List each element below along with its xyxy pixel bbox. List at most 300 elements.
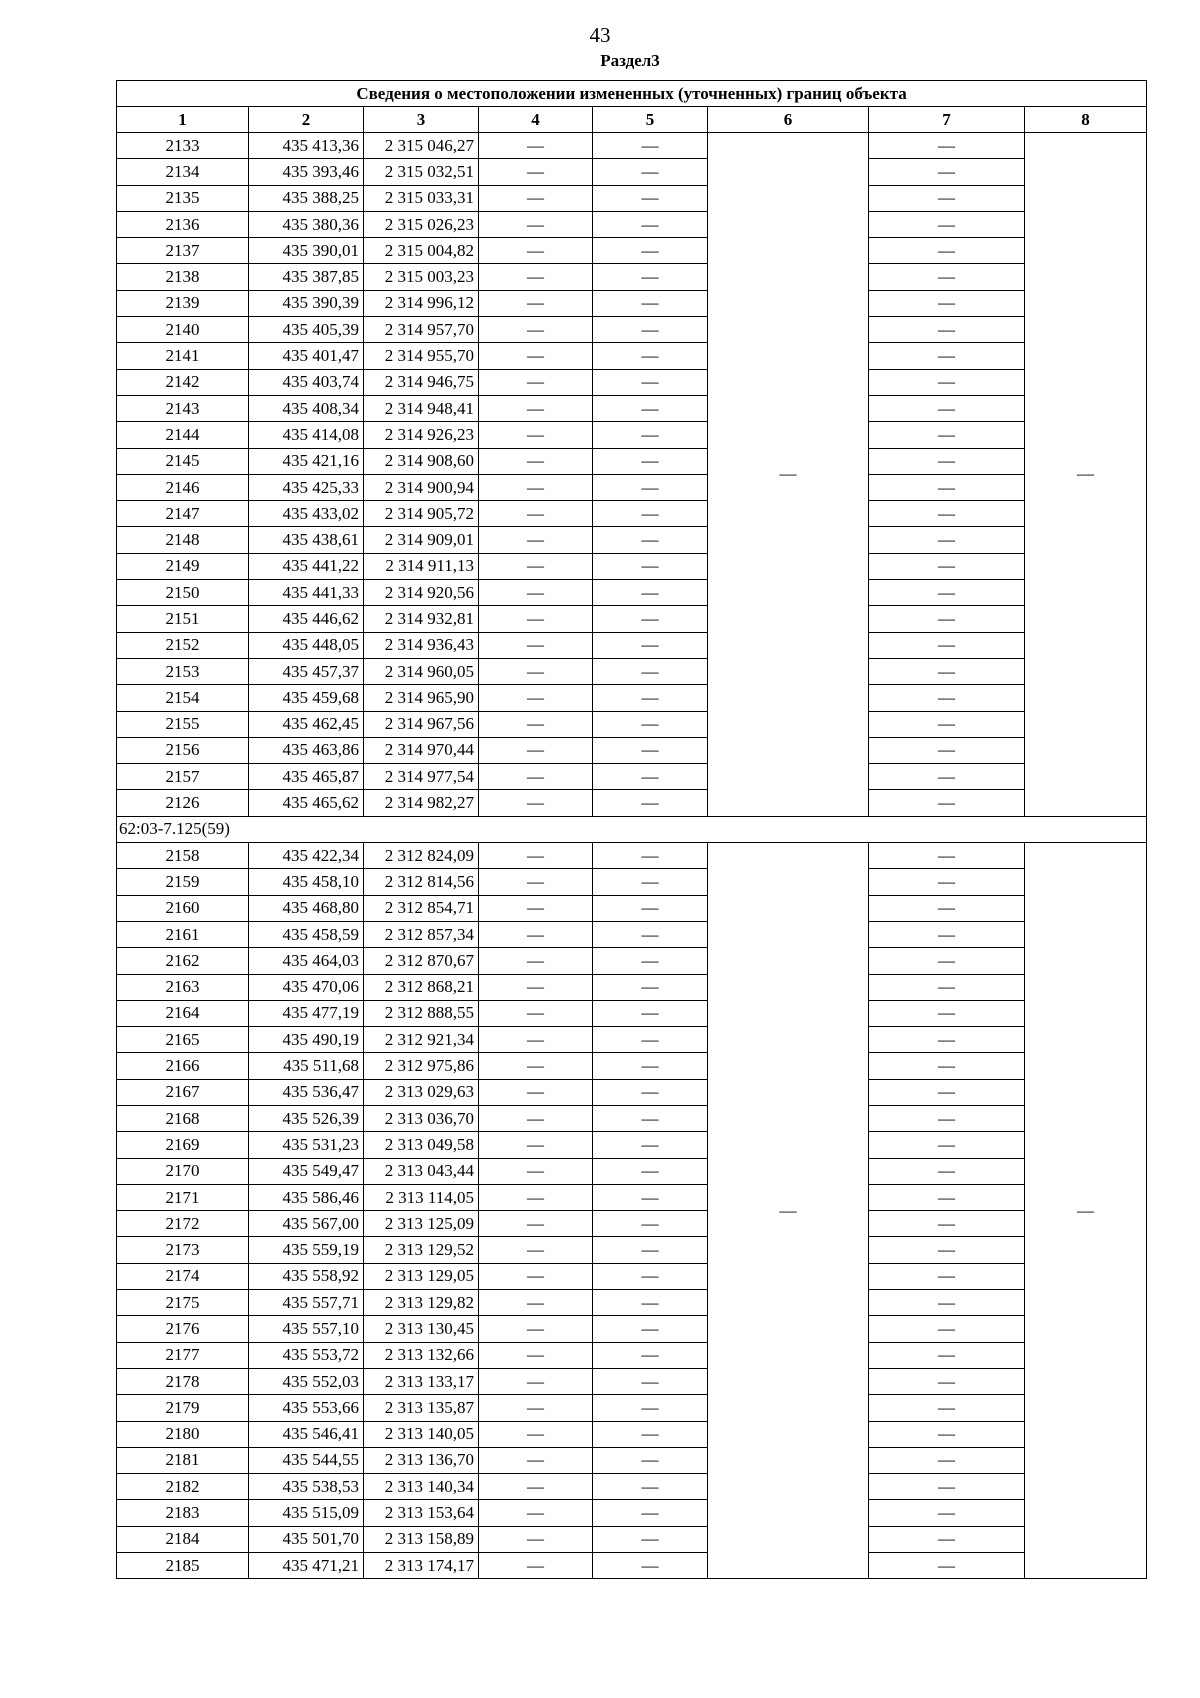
point-number-cell: 2180 — [117, 1421, 249, 1447]
point-number-cell: 2182 — [117, 1474, 249, 1500]
column-5-cell: — — [593, 711, 708, 737]
point-number-cell: 2184 — [117, 1526, 249, 1552]
column-7-cell: — — [869, 238, 1025, 264]
y-coordinate-cell: 2 312 814,56 — [364, 869, 479, 895]
point-number-cell: 2133 — [117, 133, 249, 159]
column-4-cell: — — [479, 369, 593, 395]
column-7-cell: — — [869, 290, 1025, 316]
y-coordinate-cell: 2 314 920,56 — [364, 580, 479, 606]
column-5-cell: — — [593, 1237, 708, 1263]
y-coordinate-cell: 2 313 036,70 — [364, 1105, 479, 1131]
point-number-cell: 2149 — [117, 553, 249, 579]
point-number-cell: 2178 — [117, 1368, 249, 1394]
y-coordinate-cell: 2 314 970,44 — [364, 737, 479, 763]
table-row — [117, 527, 1147, 553]
column-5-cell: — — [593, 1316, 708, 1342]
point-number-cell: 2177 — [117, 1342, 249, 1368]
column-4-cell: — — [479, 1500, 593, 1526]
point-number-cell: 2135 — [117, 185, 249, 211]
column-5-cell: — — [593, 527, 708, 553]
column-4-cell: — — [479, 1526, 593, 1552]
y-coordinate-cell: 2 313 136,70 — [364, 1447, 479, 1473]
column-5-cell: — — [593, 1027, 708, 1053]
column-4-cell: — — [479, 1447, 593, 1473]
y-coordinate-cell: 2 313 153,64 — [364, 1500, 479, 1526]
page-number: 43 — [589, 23, 611, 47]
column-4-cell: — — [479, 737, 593, 763]
point-number-cell: 2176 — [117, 1316, 249, 1342]
point-number-cell: 2172 — [117, 1211, 249, 1237]
y-coordinate-cell: 2 314 977,54 — [364, 764, 479, 790]
y-coordinate-cell: 2 312 868,21 — [364, 974, 479, 1000]
column-7-cell: — — [869, 632, 1025, 658]
y-coordinate-cell: 2 312 921,34 — [364, 1027, 479, 1053]
group-label-row — [117, 816, 1147, 842]
point-number-cell: 2141 — [117, 343, 249, 369]
column-4-cell: — — [479, 1079, 593, 1105]
column-header: 2 — [249, 107, 364, 133]
column-7-cell: — — [869, 1316, 1025, 1342]
table-row — [117, 1526, 1147, 1552]
column-4-cell: — — [479, 711, 593, 737]
point-number-cell: 2126 — [117, 790, 249, 816]
point-number-cell: 2181 — [117, 1447, 249, 1473]
point-number-cell: 2174 — [117, 1263, 249, 1289]
column-5-cell: — — [593, 317, 708, 343]
column-4-cell: — — [479, 764, 593, 790]
point-number-cell: 2185 — [117, 1553, 249, 1579]
x-coordinate-cell: 435 463,86 — [249, 737, 364, 763]
column-5-cell: — — [593, 1184, 708, 1210]
column-4-cell: — — [479, 1316, 593, 1342]
table-row — [117, 1000, 1147, 1026]
point-number-cell: 2145 — [117, 448, 249, 474]
point-number-cell: 2144 — [117, 422, 249, 448]
column-7-cell: — — [869, 369, 1025, 395]
column-4-cell: — — [479, 948, 593, 974]
column-5-cell: — — [593, 737, 708, 763]
point-number-cell: 2173 — [117, 1237, 249, 1263]
column-5-cell: — — [593, 1474, 708, 1500]
column-7-cell: — — [869, 317, 1025, 343]
column-4-cell: — — [479, 685, 593, 711]
column-5-cell: — — [593, 1132, 708, 1158]
y-coordinate-cell: 2 314 909,01 — [364, 527, 479, 553]
column-7-cell: — — [869, 1184, 1025, 1210]
y-coordinate-cell: 2 314 982,27 — [364, 790, 479, 816]
column-5-cell: — — [593, 1553, 708, 1579]
x-coordinate-cell: 435 515,09 — [249, 1500, 364, 1526]
y-coordinate-cell: 2 314 936,43 — [364, 632, 479, 658]
column-4-cell: — — [479, 238, 593, 264]
point-number-cell: 2166 — [117, 1053, 249, 1079]
column-7-cell: — — [869, 553, 1025, 579]
x-coordinate-cell: 435 401,47 — [249, 343, 364, 369]
table-row — [117, 1368, 1147, 1394]
column-5-cell: — — [593, 1105, 708, 1131]
table-row — [117, 553, 1147, 579]
column-5-cell: — — [593, 1500, 708, 1526]
table-row — [117, 1132, 1147, 1158]
point-number-cell: 2151 — [117, 606, 249, 632]
column-7-cell: — — [869, 422, 1025, 448]
x-coordinate-cell: 435 546,41 — [249, 1421, 364, 1447]
column-7-cell: — — [869, 764, 1025, 790]
y-coordinate-cell: 2 315 026,23 — [364, 211, 479, 237]
column-5-cell: — — [593, 343, 708, 369]
x-coordinate-cell: 435 557,71 — [249, 1290, 364, 1316]
column-4-cell: — — [479, 1421, 593, 1447]
point-number-cell: 2167 — [117, 1079, 249, 1105]
y-coordinate-cell: 2 313 133,17 — [364, 1368, 479, 1394]
section-title: Раздел3 — [600, 51, 660, 70]
x-coordinate-cell: 435 468,80 — [249, 895, 364, 921]
point-number-cell: 2175 — [117, 1290, 249, 1316]
table-row — [117, 658, 1147, 684]
x-coordinate-cell: 435 458,10 — [249, 869, 364, 895]
group-label: 62:03-7.125(59) — [117, 816, 1147, 842]
table-row — [117, 580, 1147, 606]
point-number-cell: 2153 — [117, 658, 249, 684]
y-coordinate-cell: 2 314 996,12 — [364, 290, 479, 316]
y-coordinate-cell: 2 314 932,81 — [364, 606, 479, 632]
column-7-cell: — — [869, 974, 1025, 1000]
column-4-cell: — — [479, 843, 593, 869]
column-8-merged-cell: — — [1025, 133, 1147, 817]
y-coordinate-cell: 2 314 911,13 — [364, 553, 479, 579]
column-4-cell: — — [479, 632, 593, 658]
point-number-cell: 2170 — [117, 1158, 249, 1184]
column-5-cell: — — [593, 553, 708, 579]
column-7-cell: — — [869, 1421, 1025, 1447]
column-header: 6 — [708, 107, 869, 133]
column-4-cell: — — [479, 1184, 593, 1210]
column-5-cell: — — [593, 395, 708, 421]
point-number-cell: 2169 — [117, 1132, 249, 1158]
column-5-cell: — — [593, 185, 708, 211]
y-coordinate-cell: 2 313 049,58 — [364, 1132, 479, 1158]
y-coordinate-cell: 2 313 114,05 — [364, 1184, 479, 1210]
column-4-cell: — — [479, 1027, 593, 1053]
table-row — [117, 1158, 1147, 1184]
column-5-cell: — — [593, 290, 708, 316]
column-4-cell: — — [479, 1553, 593, 1579]
y-coordinate-cell: 2 312 888,55 — [364, 1000, 479, 1026]
column-7-cell: — — [869, 1447, 1025, 1473]
y-coordinate-cell: 2 313 129,52 — [364, 1237, 479, 1263]
point-number-cell: 2154 — [117, 685, 249, 711]
table-row — [117, 895, 1147, 921]
column-7-cell: — — [869, 1395, 1025, 1421]
column-7-cell: — — [869, 343, 1025, 369]
column-4-cell: — — [479, 1132, 593, 1158]
table-row — [117, 1263, 1147, 1289]
table-row — [117, 632, 1147, 658]
y-coordinate-cell: 2 313 129,05 — [364, 1263, 479, 1289]
x-coordinate-cell: 435 567,00 — [249, 1211, 364, 1237]
y-coordinate-cell: 2 314 965,90 — [364, 685, 479, 711]
column-4-cell: — — [479, 553, 593, 579]
column-7-cell: — — [869, 1132, 1025, 1158]
x-coordinate-cell: 435 471,21 — [249, 1553, 364, 1579]
table-row — [117, 869, 1147, 895]
column-7-cell: — — [869, 133, 1025, 159]
y-coordinate-cell: 2 314 926,23 — [364, 422, 479, 448]
column-header: 1 — [117, 107, 249, 133]
column-5-cell: — — [593, 1000, 708, 1026]
column-7-cell: — — [869, 685, 1025, 711]
column-4-cell: — — [479, 395, 593, 421]
x-coordinate-cell: 435 414,08 — [249, 422, 364, 448]
column-5-cell: — — [593, 448, 708, 474]
table-header — [117, 81, 1147, 133]
table-row — [117, 185, 1147, 211]
x-coordinate-cell: 435 552,03 — [249, 1368, 364, 1394]
table-row — [117, 395, 1147, 421]
x-coordinate-cell: 435 405,39 — [249, 317, 364, 343]
table-row — [117, 1500, 1147, 1526]
column-4-cell: — — [479, 474, 593, 500]
table-body — [117, 133, 1147, 1579]
column-5-cell: — — [593, 1053, 708, 1079]
x-coordinate-cell: 435 465,62 — [249, 790, 364, 816]
column-4-cell: — — [479, 1211, 593, 1237]
y-coordinate-cell: 2 315 032,51 — [364, 159, 479, 185]
column-5-cell: — — [593, 843, 708, 869]
column-7-cell: — — [869, 1105, 1025, 1131]
table-row — [117, 1237, 1147, 1263]
table-row — [117, 921, 1147, 947]
table-row — [117, 711, 1147, 737]
x-coordinate-cell: 435 558,92 — [249, 1263, 364, 1289]
y-coordinate-cell: 2 315 004,82 — [364, 238, 479, 264]
column-5-cell: — — [593, 948, 708, 974]
point-number-cell: 2163 — [117, 974, 249, 1000]
point-number-cell: 2160 — [117, 895, 249, 921]
x-coordinate-cell: 435 490,19 — [249, 1027, 364, 1053]
point-number-cell: 2143 — [117, 395, 249, 421]
x-coordinate-cell: 435 459,68 — [249, 685, 364, 711]
point-number-cell: 2155 — [117, 711, 249, 737]
table-row — [117, 1342, 1147, 1368]
column-5-cell: — — [593, 764, 708, 790]
table-caption: Сведения о местоположении измененных (уточненных) границ объекта — [117, 81, 1147, 107]
column-4-cell: — — [479, 1263, 593, 1289]
point-number-cell: 2152 — [117, 632, 249, 658]
x-coordinate-cell: 435 553,72 — [249, 1342, 364, 1368]
table-row — [117, 238, 1147, 264]
column-7-cell: — — [869, 1079, 1025, 1105]
column-4-cell: — — [479, 1342, 593, 1368]
column-7-cell: — — [869, 843, 1025, 869]
column-7-cell: — — [869, 606, 1025, 632]
x-coordinate-cell: 435 380,36 — [249, 211, 364, 237]
table-row — [117, 474, 1147, 500]
table-row — [117, 685, 1147, 711]
point-number-cell: 2168 — [117, 1105, 249, 1131]
column-5-cell: — — [593, 264, 708, 290]
column-5-cell: — — [593, 606, 708, 632]
y-coordinate-cell: 2 313 140,34 — [364, 1474, 479, 1500]
column-5-cell: — — [593, 1211, 708, 1237]
column-7-cell: — — [869, 501, 1025, 527]
table-row — [117, 1553, 1147, 1579]
column-7-cell: — — [869, 1158, 1025, 1184]
y-coordinate-cell: 2 312 824,09 — [364, 843, 479, 869]
y-coordinate-cell: 2 313 158,89 — [364, 1526, 479, 1552]
column-4-cell: — — [479, 921, 593, 947]
column-7-cell: — — [869, 1368, 1025, 1394]
column-5-cell: — — [593, 1290, 708, 1316]
column-7-cell: — — [869, 1000, 1025, 1026]
x-coordinate-cell: 435 465,87 — [249, 764, 364, 790]
x-coordinate-cell: 435 538,53 — [249, 1474, 364, 1500]
x-coordinate-cell: 435 457,37 — [249, 658, 364, 684]
x-coordinate-cell: 435 531,23 — [249, 1132, 364, 1158]
x-coordinate-cell: 435 446,62 — [249, 606, 364, 632]
point-number-cell: 2148 — [117, 527, 249, 553]
column-7-cell: — — [869, 790, 1025, 816]
column-7-cell: — — [869, 1027, 1025, 1053]
column-5-cell: — — [593, 790, 708, 816]
x-coordinate-cell: 435 390,01 — [249, 238, 364, 264]
column-4-cell: — — [479, 448, 593, 474]
column-7-cell: — — [869, 1211, 1025, 1237]
table-row — [117, 1316, 1147, 1342]
point-number-cell: 2146 — [117, 474, 249, 500]
x-coordinate-cell: 435 477,19 — [249, 1000, 364, 1026]
table-row — [117, 343, 1147, 369]
column-4-cell: — — [479, 501, 593, 527]
column-5-cell: — — [593, 1395, 708, 1421]
point-number-cell: 2142 — [117, 369, 249, 395]
column-4-cell: — — [479, 290, 593, 316]
point-number-cell: 2159 — [117, 869, 249, 895]
y-coordinate-cell: 2 313 140,05 — [364, 1421, 479, 1447]
column-6-merged-cell: — — [708, 843, 869, 1579]
table-row — [117, 737, 1147, 763]
column-6-merged-cell: — — [708, 133, 869, 817]
column-4-cell: — — [479, 1105, 593, 1131]
y-coordinate-cell: 2 315 003,23 — [364, 264, 479, 290]
column-5-cell: — — [593, 238, 708, 264]
column-4-cell: — — [479, 159, 593, 185]
column-8-merged-cell: — — [1025, 843, 1147, 1579]
column-4-cell: — — [479, 1237, 593, 1263]
point-number-cell: 2138 — [117, 264, 249, 290]
column-7-cell: — — [869, 1474, 1025, 1500]
column-7-cell: — — [869, 737, 1025, 763]
column-5-cell: — — [593, 1447, 708, 1473]
x-coordinate-cell: 435 511,68 — [249, 1053, 364, 1079]
column-7-cell: — — [869, 395, 1025, 421]
y-coordinate-cell: 2 314 955,70 — [364, 343, 479, 369]
table-row — [117, 1184, 1147, 1210]
table-row — [117, 948, 1147, 974]
point-number-cell: 2139 — [117, 290, 249, 316]
column-5-cell: — — [593, 1158, 708, 1184]
column-5-cell: — — [593, 632, 708, 658]
x-coordinate-cell: 435 458,59 — [249, 921, 364, 947]
point-number-cell: 2156 — [117, 737, 249, 763]
point-number-cell: 2134 — [117, 159, 249, 185]
column-7-cell: — — [869, 711, 1025, 737]
column-5-cell: — — [593, 211, 708, 237]
column-4-cell: — — [479, 1000, 593, 1026]
point-number-cell: 2165 — [117, 1027, 249, 1053]
point-number-cell: 2150 — [117, 580, 249, 606]
column-5-cell: — — [593, 501, 708, 527]
column-5-cell: — — [593, 974, 708, 1000]
point-number-cell: 2171 — [117, 1184, 249, 1210]
column-7-cell: — — [869, 1526, 1025, 1552]
column-4-cell: — — [479, 133, 593, 159]
column-5-cell: — — [593, 1263, 708, 1289]
table-row — [117, 790, 1147, 816]
table-row — [117, 317, 1147, 343]
x-coordinate-cell: 435 441,22 — [249, 553, 364, 579]
column-header-row — [117, 107, 1147, 133]
table-row — [117, 1053, 1147, 1079]
x-coordinate-cell: 435 536,47 — [249, 1079, 364, 1105]
column-7-cell: — — [869, 580, 1025, 606]
column-7-cell: — — [869, 474, 1025, 500]
y-coordinate-cell: 2 313 130,45 — [364, 1316, 479, 1342]
column-header: 4 — [479, 107, 593, 133]
point-number-cell: 2136 — [117, 211, 249, 237]
column-5-cell: — — [593, 1421, 708, 1447]
x-coordinate-cell: 435 464,03 — [249, 948, 364, 974]
table-row — [117, 1211, 1147, 1237]
column-4-cell: — — [479, 580, 593, 606]
point-number-cell: 2158 — [117, 843, 249, 869]
x-coordinate-cell: 435 526,39 — [249, 1105, 364, 1131]
table-row — [117, 501, 1147, 527]
column-4-cell: — — [479, 1395, 593, 1421]
column-4-cell: — — [479, 1368, 593, 1394]
y-coordinate-cell: 2 314 960,05 — [364, 658, 479, 684]
column-4-cell: — — [479, 658, 593, 684]
x-coordinate-cell: 435 393,46 — [249, 159, 364, 185]
table-row — [117, 159, 1147, 185]
x-coordinate-cell: 435 441,33 — [249, 580, 364, 606]
y-coordinate-cell: 2 313 129,82 — [364, 1290, 479, 1316]
column-7-cell: — — [869, 185, 1025, 211]
column-5-cell: — — [593, 1079, 708, 1105]
column-5-cell: — — [593, 895, 708, 921]
point-number-cell: 2147 — [117, 501, 249, 527]
point-number-cell: 2137 — [117, 238, 249, 264]
column-7-cell: — — [869, 1290, 1025, 1316]
column-7-cell: — — [869, 1263, 1025, 1289]
column-5-cell: — — [593, 474, 708, 500]
y-coordinate-cell: 2 313 132,66 — [364, 1342, 479, 1368]
table-row — [117, 448, 1147, 474]
x-coordinate-cell: 435 403,74 — [249, 369, 364, 395]
column-5-cell: — — [593, 422, 708, 448]
column-header: 8 — [1025, 107, 1147, 133]
x-coordinate-cell: 435 422,34 — [249, 843, 364, 869]
table-row — [117, 1290, 1147, 1316]
column-4-cell: — — [479, 1158, 593, 1184]
column-7-cell: — — [869, 921, 1025, 947]
column-4-cell: — — [479, 790, 593, 816]
y-coordinate-cell: 2 314 967,56 — [364, 711, 479, 737]
column-5-cell: — — [593, 658, 708, 684]
x-coordinate-cell: 435 470,06 — [249, 974, 364, 1000]
column-5-cell: — — [593, 869, 708, 895]
table-row — [117, 974, 1147, 1000]
